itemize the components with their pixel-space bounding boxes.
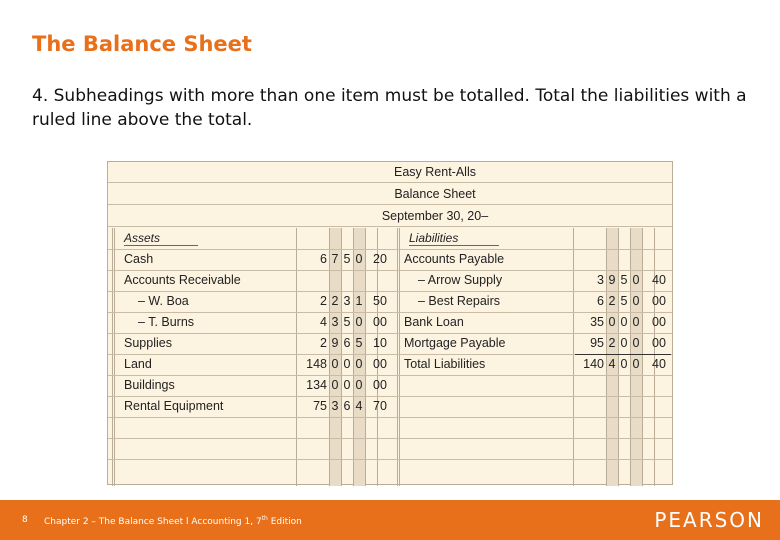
amount-digit: 0 — [632, 336, 640, 350]
line-item-label: Supplies — [124, 336, 172, 350]
amount-whole: 134 — [306, 378, 327, 392]
col-rule — [573, 228, 574, 486]
amount-cents — [369, 270, 391, 291]
amount-whole: 4 — [320, 315, 327, 329]
amount-digit: 2 — [608, 336, 616, 350]
amount-digit: 6 — [343, 399, 351, 413]
line-item-label: – T. Burns — [138, 315, 195, 329]
footer-caption-text: Chapter 2 – The Balance Sheet l Accounting 1, 7 — [44, 517, 262, 527]
amount-digit: 0 — [620, 336, 628, 350]
amount-cents — [648, 249, 670, 270]
amount-whole: 2 — [320, 336, 327, 350]
amount-cents: 10 — [373, 336, 387, 350]
sheet-body — [108, 228, 672, 486]
col-rule — [365, 228, 366, 486]
row-rule — [108, 438, 672, 439]
row-rule — [108, 459, 672, 460]
amount-digit: 0 — [620, 315, 628, 329]
amount-digit: 5 — [343, 315, 351, 329]
footer-bar — [0, 500, 780, 540]
amount-digit: 0 — [632, 357, 640, 371]
amount-cents: 20 — [373, 252, 387, 266]
amount-digit: 0 — [632, 294, 640, 308]
amount-whole: 6 — [320, 252, 327, 266]
amount-digit: 3 — [331, 315, 339, 329]
liabilities-heading: Liabilities — [409, 231, 459, 245]
amount-digit: 0 — [343, 378, 351, 392]
amount-digit: 9 — [331, 336, 339, 350]
amount-digit — [341, 270, 353, 291]
amount-cents: 50 — [373, 294, 387, 308]
slide-body-text: 4. Subheadings with more than one item must be totalled. Total the liabilities with a ruled line above the total. — [32, 86, 747, 130]
assets-heading-underline — [124, 245, 198, 246]
amount-digit: 2 — [608, 294, 616, 308]
amount-digit: 0 — [331, 378, 339, 392]
line-item-label: – Best Repairs — [418, 294, 500, 308]
amount-cents: 00 — [373, 378, 387, 392]
amount-digit: 5 — [620, 273, 628, 287]
amount-digit: 2 — [331, 294, 339, 308]
amount-digit: 1 — [355, 294, 363, 308]
amount-digit: 9 — [608, 273, 616, 287]
amount-cents: 40 — [652, 357, 666, 371]
amount-cents: 70 — [373, 399, 387, 413]
left-double-rule — [112, 228, 115, 486]
line-item-label: Buildings — [124, 378, 175, 392]
line-item-label: Accounts Payable — [404, 252, 505, 266]
amount-digit: 4 — [355, 399, 363, 413]
footer-caption-tail: Edition — [267, 517, 302, 527]
amount-digit: 5 — [620, 294, 628, 308]
amount-whole — [298, 270, 327, 291]
assets-heading: Assets — [124, 231, 161, 245]
amount-digit: 5 — [355, 336, 363, 350]
amount-digit: 0 — [608, 315, 616, 329]
amount-cents: 40 — [652, 273, 666, 287]
col-rule — [296, 228, 297, 486]
row-rule — [108, 417, 672, 418]
amount-whole: 35 — [590, 315, 604, 329]
footer-caption — [44, 515, 302, 527]
amount-digit — [353, 270, 365, 291]
amount-digit: 7 — [331, 252, 339, 266]
amount-whole: 6 — [597, 294, 604, 308]
amount-digit: 0 — [331, 357, 339, 371]
amount-digit: 6 — [343, 336, 351, 350]
center-double-rule — [397, 228, 400, 486]
amount-whole — [575, 249, 604, 270]
line-item-label: – W. Boa — [138, 294, 189, 308]
sheet-company-name: Easy Rent-Alls — [108, 162, 672, 183]
amount-digit: 0 — [355, 378, 363, 392]
amount-cents: 00 — [373, 315, 387, 329]
amount-whole: 3 — [597, 273, 604, 287]
amount-whole: 75 — [313, 399, 327, 413]
amount-digit: 0 — [355, 315, 363, 329]
page-number: 8 — [22, 515, 28, 525]
amount-digit: 4 — [608, 357, 616, 371]
col-rule — [642, 228, 643, 486]
amount-whole: 140 — [583, 357, 604, 371]
amount-digit — [618, 249, 630, 270]
amount-digit: 0 — [632, 273, 640, 287]
line-item-label: Cash — [124, 252, 154, 266]
amount-digit — [606, 249, 618, 270]
amount-digit: 0 — [355, 357, 363, 371]
amount-digit — [329, 270, 341, 291]
amount-cents: 00 — [652, 336, 666, 350]
amount-digit: 5 — [343, 252, 351, 266]
liabilities-heading-underline — [409, 245, 499, 246]
sheet-date: September 30, 20– — [108, 206, 672, 227]
amount-digit: 0 — [343, 357, 351, 371]
line-item-label: Mortgage Payable — [404, 336, 506, 350]
line-item-label: Land — [124, 357, 152, 371]
line-item-label: Accounts Receivable — [124, 273, 241, 287]
amount-digit: 0 — [632, 315, 640, 329]
balance-sheet — [107, 161, 673, 485]
sheet-statement-name: Balance Sheet — [108, 184, 672, 205]
line-item-label: Total Liabilities — [404, 357, 486, 371]
amount-cents: 00 — [652, 315, 666, 329]
slide-title: The Balance Sheet — [32, 32, 252, 56]
amount-whole: 95 — [590, 336, 604, 350]
amount-digit — [630, 249, 642, 270]
line-item-label: – Arrow Supply — [418, 273, 503, 287]
amount-whole: 2 — [320, 294, 327, 308]
amount-digit: 0 — [355, 252, 363, 266]
footer-caption-sup: th — [261, 515, 268, 522]
line-item-label: Rental Equipment — [124, 399, 224, 413]
amount-digit: 0 — [620, 357, 628, 371]
amount-digit: 3 — [331, 399, 339, 413]
amount-digit: 3 — [343, 294, 351, 308]
pearson-logo: PEARSON — [654, 508, 764, 532]
amount-cents: 00 — [373, 357, 387, 371]
amount-whole: 148 — [306, 357, 327, 371]
line-item-label: Bank Loan — [404, 315, 464, 329]
amount-cents: 00 — [652, 294, 666, 308]
